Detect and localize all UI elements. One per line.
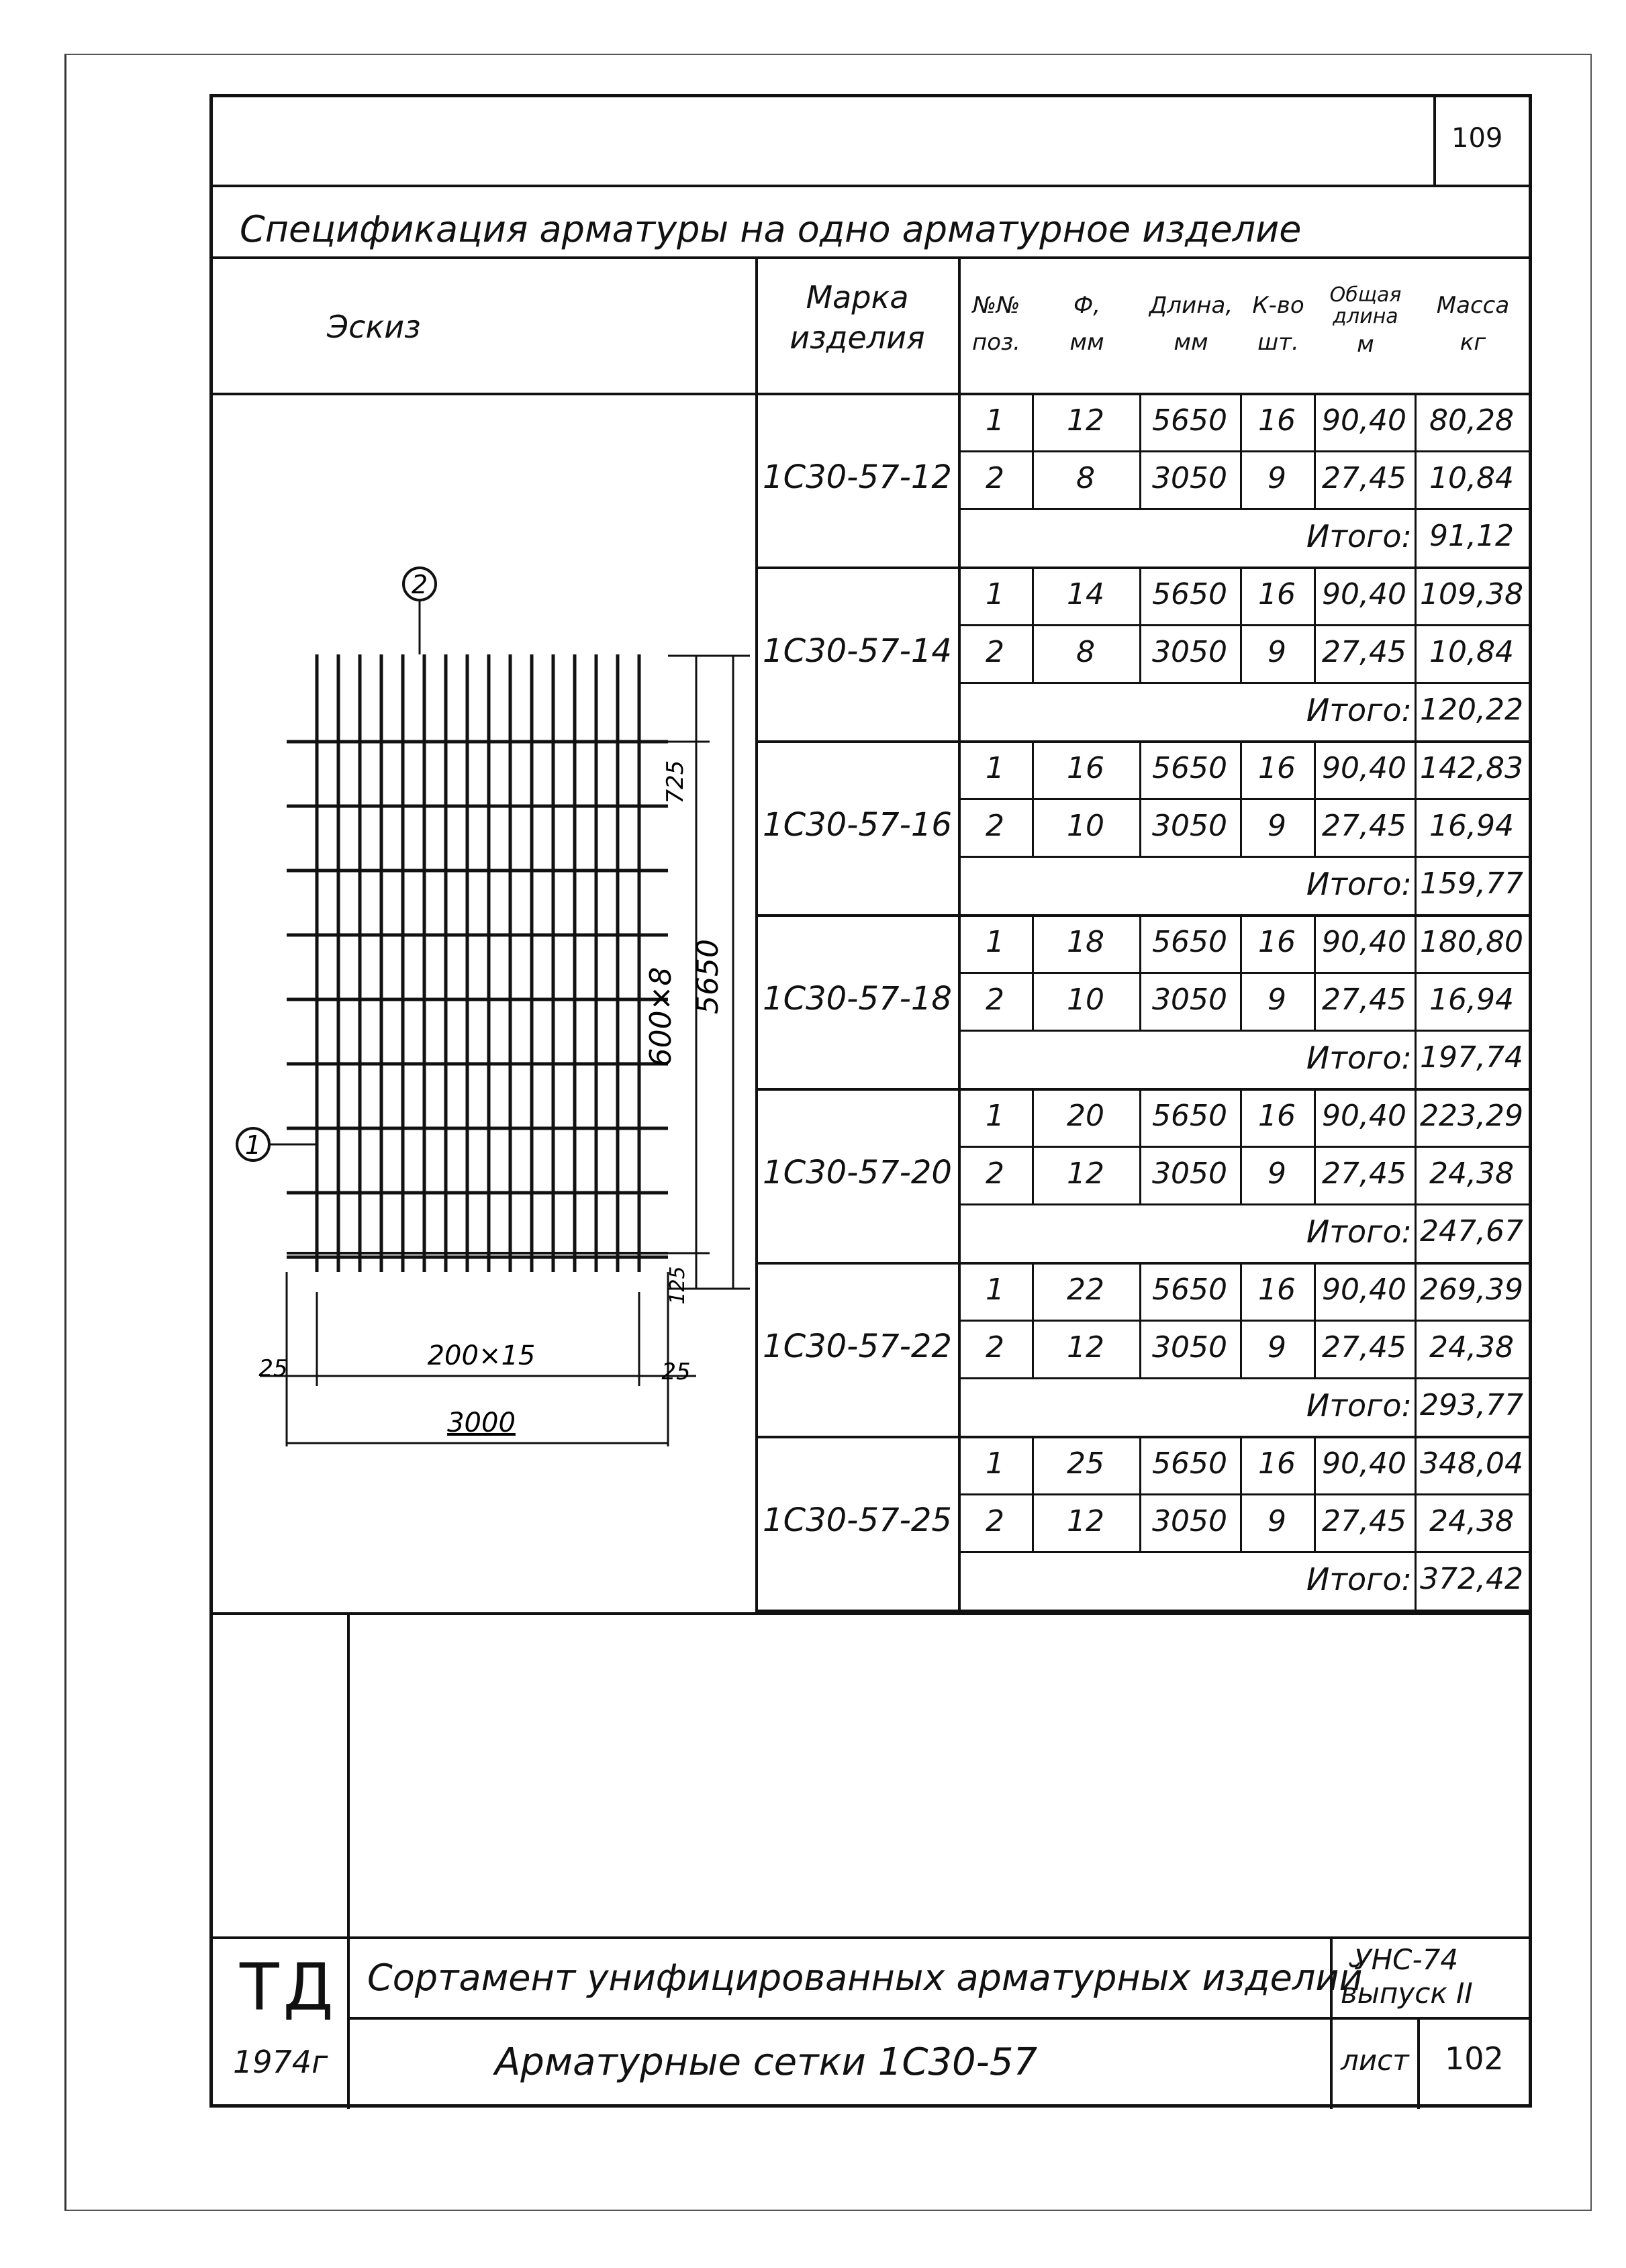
cell-mass: 16,94 [1429, 983, 1514, 1017]
dim-bottom-125: 125 [666, 1266, 689, 1305]
col-rule [1314, 740, 1316, 856]
cell-mass: 24,38 [1429, 1330, 1514, 1365]
cell-mass: 348,04 [1420, 1446, 1523, 1481]
col-rule [1032, 566, 1034, 682]
col-rule [1139, 1088, 1141, 1203]
col-rule [1415, 1262, 1417, 1377]
series-line2: выпуск II [1341, 1977, 1473, 2010]
cell-pos: 1 [986, 403, 1004, 438]
title-block-top-rule [347, 1936, 1529, 1939]
col-rule [1139, 914, 1141, 1030]
cell-total_length: 90,40 [1322, 403, 1406, 438]
col-rule [1240, 1088, 1242, 1203]
cell-mass: 109,38 [1420, 577, 1523, 611]
cell-mass: 10,84 [1429, 461, 1514, 495]
col-rule [1139, 393, 1141, 508]
item-block-rule [755, 740, 1529, 743]
cell-pos: 2 [986, 1504, 1004, 1538]
cell-total_length: 27,45 [1322, 1156, 1406, 1191]
sheet-number-divider [1433, 97, 1436, 185]
col-rule [1139, 740, 1141, 856]
row-rule [958, 1320, 1529, 1322]
col-rule [1240, 1262, 1242, 1377]
cell-qty: 16 [1258, 577, 1296, 611]
cell-length: 3050 [1152, 461, 1227, 495]
item-mark: 1С30-57-25 [763, 1501, 952, 1539]
header-mark-line2: изделия [790, 319, 925, 356]
row-rule [958, 508, 1529, 510]
item-block-rule [755, 1262, 1529, 1265]
cell-dia: 10 [1067, 809, 1104, 843]
dim-top-725: 725 [662, 760, 689, 804]
cell-qty: 9 [1268, 983, 1286, 1017]
cell-dia: 12 [1067, 1330, 1104, 1365]
dim-width-3000: 3000 [447, 1408, 516, 1438]
cell-mass: 180,80 [1420, 925, 1523, 959]
cell-total_length: 90,40 [1322, 925, 1406, 959]
col-rule [1139, 566, 1141, 682]
header-total-length-line2: длина [1333, 305, 1398, 328]
col-rule [1314, 393, 1316, 508]
col-rule [1240, 914, 1242, 1030]
cell-length: 5650 [1152, 403, 1227, 438]
row-rule [958, 682, 1529, 684]
mesh-sketch [213, 393, 755, 1601]
bar1-callout: 1 [244, 1130, 262, 1160]
item-total-mass: 293,77 [1420, 1388, 1523, 1422]
cell-pos: 1 [986, 577, 1004, 611]
cell-length: 3050 [1152, 809, 1227, 843]
cell-qty: 16 [1258, 1446, 1296, 1481]
item-mark: 1С30-57-18 [763, 979, 952, 1018]
col-rule [1314, 1436, 1316, 1551]
title-bottom-rule [213, 256, 1529, 259]
col-rule [1032, 1088, 1034, 1203]
cell-dia: 20 [1067, 1099, 1104, 1133]
col-rule [1415, 566, 1417, 682]
sheet-subtitle: Арматурные сетки 1С30-57 [495, 2040, 1038, 2084]
header-dia-line1: Ф, [1073, 292, 1101, 319]
header-length-line1: Длина, [1149, 292, 1233, 319]
cell-length: 3050 [1152, 1330, 1227, 1365]
row-rule [958, 624, 1529, 626]
doc-title: Сортамент унифицированных арматурных изделий [367, 1957, 1363, 1999]
cell-length: 5650 [1152, 1099, 1227, 1133]
total-label: Итого: [1306, 1214, 1412, 1250]
cell-mass: 142,83 [1420, 751, 1523, 785]
sheet-label-divider [1417, 2017, 1420, 2109]
item-mark: 1С30-57-12 [763, 458, 952, 496]
cell-length: 3050 [1152, 635, 1227, 669]
item-mark: 1С30-57-20 [763, 1153, 952, 1191]
item-mark: 1С30-57-14 [763, 632, 952, 670]
cell-total_length: 90,40 [1322, 1446, 1406, 1481]
cell-length: 5650 [1152, 577, 1227, 611]
cell-mass: 223,29 [1420, 1099, 1523, 1133]
item-block-rule [755, 1436, 1529, 1438]
cell-mass: 24,38 [1429, 1504, 1514, 1538]
row-rule [958, 1377, 1529, 1379]
series-line1: УНС-74 [1354, 1943, 1459, 1976]
cell-qty: 9 [1268, 809, 1286, 843]
row-rule [958, 1146, 1529, 1148]
col-rule [1032, 1262, 1034, 1377]
header-mass-line2: кг [1460, 329, 1486, 356]
cell-pos: 1 [986, 1099, 1004, 1133]
col-rule [1415, 1436, 1417, 1551]
col-rule [1415, 393, 1417, 508]
cell-pos: 2 [986, 1330, 1004, 1365]
cell-qty: 16 [1258, 925, 1296, 959]
total-label: Итого: [1306, 1387, 1412, 1424]
cell-dia: 8 [1076, 461, 1095, 495]
title-block-mid-rule [347, 2017, 1529, 2020]
row-rule [958, 450, 1529, 452]
cell-qty: 9 [1268, 635, 1286, 669]
cell-pos: 2 [986, 635, 1004, 669]
row-rule [958, 972, 1529, 974]
col-rule [1032, 740, 1034, 856]
dim-middle-600x8: 600×8 [644, 967, 678, 1067]
cell-qty: 16 [1258, 751, 1296, 785]
cell-qty: 16 [1258, 1273, 1296, 1307]
total-label: Итого: [1306, 1561, 1412, 1597]
cell-total_length: 90,40 [1322, 1273, 1406, 1307]
header-pos-line2: поз. [972, 329, 1020, 356]
col-rule [1139, 1436, 1141, 1551]
col-rule [1415, 1088, 1417, 1203]
header-total-length-line1: Общая [1329, 283, 1402, 307]
item-total-mass: 159,77 [1420, 867, 1523, 901]
cell-total_length: 90,40 [1322, 1099, 1406, 1133]
cell-total_length: 27,45 [1322, 983, 1406, 1017]
cell-dia: 12 [1067, 403, 1104, 438]
total-label: Итого: [1306, 692, 1412, 728]
cell-length: 3050 [1152, 1156, 1227, 1191]
col-rule [1314, 566, 1316, 682]
cell-dia: 14 [1067, 577, 1104, 611]
cell-dia: 10 [1067, 983, 1104, 1017]
title-block-logo-top [213, 1936, 347, 1939]
cell-total_length: 27,45 [1322, 1504, 1406, 1538]
dim-total-5650: 5650 [691, 939, 725, 1014]
cell-dia: 12 [1067, 1504, 1104, 1538]
sheet-no: 102 [1445, 2040, 1504, 2077]
header-qty-line2: шт. [1257, 329, 1299, 356]
cell-qty: 9 [1268, 1156, 1286, 1191]
cell-length: 5650 [1152, 1273, 1227, 1307]
item-total-mass: 247,67 [1420, 1214, 1523, 1248]
item-total-mass: 91,12 [1429, 519, 1514, 553]
col-rule [1240, 393, 1242, 508]
header-sketch: Эскиз [327, 309, 421, 345]
item-block-rule [755, 566, 1529, 569]
cell-qty: 9 [1268, 1504, 1286, 1538]
table-bottom-rule [213, 1612, 1529, 1615]
row-rule [958, 1493, 1529, 1495]
total-label: Итого: [1306, 518, 1412, 554]
bar2-callout: 2 [411, 570, 428, 599]
dim-spacing-200x15: 200×15 [427, 1340, 536, 1371]
cell-mass: 24,38 [1429, 1156, 1514, 1191]
cell-length: 5650 [1152, 925, 1227, 959]
cell-total_length: 27,45 [1322, 461, 1406, 495]
logo-td: ТД [240, 1950, 338, 2025]
cell-qty: 16 [1258, 403, 1296, 438]
header-total-length-line3: м [1357, 331, 1374, 358]
cell-pos: 2 [986, 461, 1004, 495]
row-rule [958, 1030, 1529, 1032]
cell-mass: 16,94 [1429, 809, 1514, 843]
cell-dia: 22 [1067, 1273, 1104, 1307]
cell-qty: 9 [1268, 461, 1286, 495]
cell-dia: 12 [1067, 1156, 1104, 1191]
header-qty-line1: К-во [1252, 292, 1304, 319]
item-mark: 1С30-57-22 [763, 1327, 952, 1365]
spec-title: Спецификация арматуры на одно арматурное изделие [240, 208, 1302, 250]
col-rule [1240, 566, 1242, 682]
dim-right-25: 25 [661, 1359, 691, 1385]
cell-length: 5650 [1152, 1446, 1227, 1481]
cell-mass: 10,84 [1429, 635, 1514, 669]
header-pos-line1: №№ [972, 292, 1020, 319]
item-total-mass: 120,22 [1420, 693, 1523, 727]
sheet-label: лист [1341, 2044, 1409, 2077]
col-rule [1032, 393, 1034, 508]
col-rule [1314, 1262, 1316, 1377]
cell-total_length: 27,45 [1322, 809, 1406, 843]
col-rule [1314, 914, 1316, 1030]
header-dia-line2: мм [1069, 329, 1104, 356]
col-rule [1240, 740, 1242, 856]
cell-length: 3050 [1152, 1504, 1227, 1538]
cell-dia: 25 [1067, 1446, 1104, 1481]
cell-total_length: 90,40 [1322, 577, 1406, 611]
item-mark: 1С30-57-16 [763, 805, 952, 844]
item-total-mass: 197,74 [1420, 1040, 1523, 1075]
item-total-mass: 372,42 [1420, 1562, 1523, 1596]
cell-pos: 1 [986, 1446, 1004, 1481]
col-rule [1032, 914, 1034, 1030]
col-rule [1415, 740, 1417, 856]
total-label: Итого: [1306, 866, 1412, 902]
drawing-sheet [209, 94, 1532, 2108]
cell-pos: 1 [986, 925, 1004, 959]
item-block-rule [755, 914, 1529, 917]
cell-total_length: 90,40 [1322, 751, 1406, 785]
cell-total_length: 27,45 [1322, 635, 1406, 669]
cell-mass: 80,28 [1429, 403, 1514, 438]
total-label: Итого: [1306, 1040, 1412, 1076]
header-mark-line1: Марка [806, 279, 909, 315]
dim-left-25: 25 [258, 1355, 288, 1382]
cell-dia: 18 [1067, 925, 1104, 959]
cell-pos: 1 [986, 1273, 1004, 1307]
cell-dia: 8 [1076, 635, 1095, 669]
cell-length: 3050 [1152, 983, 1227, 1017]
header-bottom-rule [213, 185, 1529, 187]
cell-pos: 2 [986, 983, 1004, 1017]
sheet-number: 109 [1451, 123, 1503, 154]
cell-dia: 16 [1067, 751, 1104, 785]
item-block-rule [755, 1088, 1529, 1091]
row-rule [958, 1203, 1529, 1205]
header-length-line2: мм [1174, 329, 1208, 356]
cell-pos: 2 [986, 809, 1004, 843]
row-rule [958, 798, 1529, 800]
col-rule [1139, 1262, 1141, 1377]
col-rule [1032, 1436, 1034, 1551]
col-rule [1240, 1436, 1242, 1551]
col-rule [1415, 914, 1417, 1030]
title-block-logo-divider [347, 1612, 350, 2109]
col-rule [1314, 1088, 1316, 1203]
header-mass-line1: Масса [1436, 292, 1510, 319]
cell-length: 5650 [1152, 751, 1227, 785]
year: 1974г [233, 2044, 328, 2080]
cell-pos: 1 [986, 751, 1004, 785]
row-rule [958, 856, 1529, 858]
cell-qty: 9 [1268, 1330, 1286, 1365]
row-rule [958, 1551, 1529, 1553]
cell-qty: 16 [1258, 1099, 1296, 1133]
cell-mass: 269,39 [1420, 1273, 1523, 1307]
cell-pos: 2 [986, 1156, 1004, 1191]
cell-total_length: 27,45 [1322, 1330, 1406, 1365]
